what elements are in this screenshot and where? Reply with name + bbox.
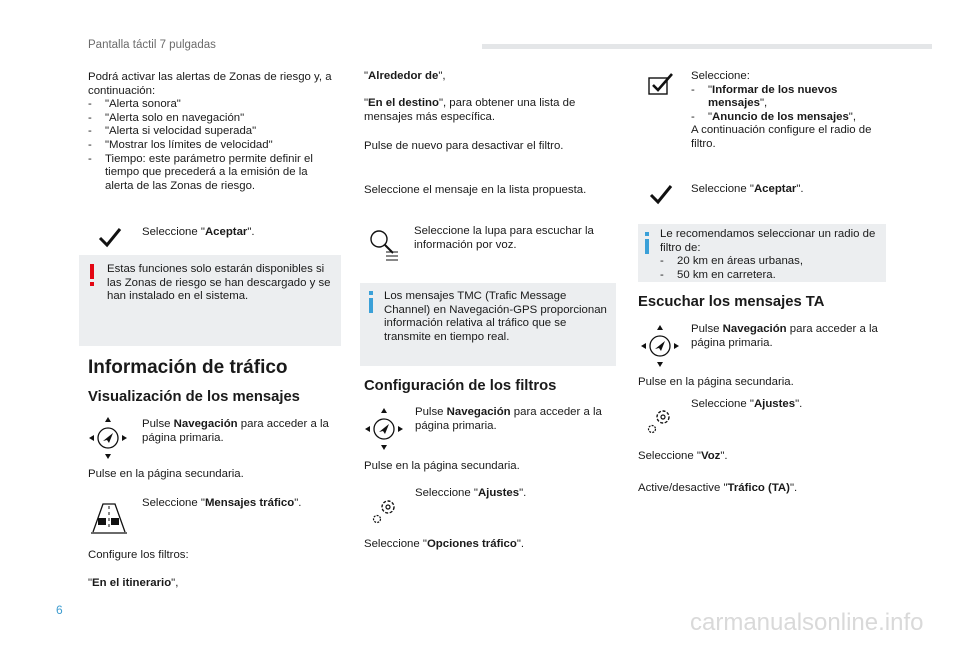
list-item: - 20 km en áreas urbanas, [660, 255, 804, 268]
step-traffic-options: Seleccione "Opciones tráfico". [364, 538, 525, 550]
step-navigation: Pulse Navegación para acceder a la página primaria. [142, 418, 329, 444]
page-header-title: Pantalla táctil 7 pulgadas [88, 39, 216, 51]
info-icon [368, 291, 374, 313]
warning-box [79, 255, 341, 346]
list-item: - Tiempo: este parámetro permite definir el tiempo que precederá a la emisión de la alerta de las Zonas de riesgo. [88, 152, 313, 192]
check-icon [92, 219, 128, 255]
warning-text: Estas funciones solo estarán disponibles si las Zonas de riesgo se han descargado y se han instalado en el sistema. [107, 263, 331, 303]
list-item: - "Alerta si velocidad superada" [88, 125, 257, 138]
select-options [691, 70, 881, 152]
subsection-title-ta: Escuchar los mensajes TA [638, 294, 825, 310]
step-magnifier: Seleccione la lupa para escuchar la información por voz. [414, 225, 594, 251]
info-content [660, 228, 880, 282]
checklist-icon [647, 72, 675, 96]
subsection-title-filters: Configuración de los filtros [364, 378, 557, 394]
settings-gear-icon [645, 405, 675, 435]
filter-route: "En el itinerario", [88, 577, 179, 589]
info-text: Le recomendamos seleccionar un radio de filtro de: [660, 228, 876, 254]
deactivate-filter-text: Pulse de nuevo para desactivar el filtro. [364, 140, 564, 152]
header-bar [482, 44, 932, 49]
select-label: Seleccione: [691, 70, 750, 82]
info-box-radius [638, 224, 886, 282]
section-title-traffic: Información de tráfico [88, 357, 288, 378]
list-item: - "Mostrar los límites de velocidad" [88, 138, 273, 151]
step-settings: Seleccione "Ajustes". [691, 398, 803, 410]
voice-search-icon [366, 226, 400, 262]
warning-icon [88, 264, 96, 286]
step-traffic-ta: Active/desactive "Tráfico (TA)". [638, 482, 798, 494]
info-icon [644, 232, 650, 254]
list-item: - "Alerta solo en navegación" [88, 111, 245, 124]
list-item: - 50 km en carretera. [660, 268, 776, 281]
page-number: 6 [56, 603, 63, 617]
select-message-text: Seleccione el mensaje en la lista propuesta. [364, 184, 587, 196]
navigation-icon [640, 323, 680, 369]
zone-alerts-intro [88, 71, 338, 193]
step-accept: Seleccione "Aceptar". [142, 226, 255, 238]
secondary-page-text: Pulse en la página secundaria. [638, 376, 794, 388]
step-traffic-messages: Seleccione "Mensajes tráfico". [142, 497, 302, 509]
navigation-icon [364, 406, 404, 452]
step-voice: Seleccione "Voz". [638, 450, 728, 462]
step-accept: Seleccione "Aceptar". [691, 183, 804, 195]
list-item: - "Anuncio de los mensajes", [691, 110, 856, 123]
filter-around: "Alrededor de", [364, 70, 446, 82]
list-item: - "Alerta sonora" [88, 98, 181, 111]
intro-text: Podrá activar las alertas de Zonas de riesgo y, a continuación: [88, 71, 332, 97]
configure-filters-text: Configure los filtros: [88, 549, 189, 561]
step-navigation: Pulse Navegación para acceder a la página primaria. [415, 406, 602, 432]
secondary-page-text: Pulse en la página secundaria. [364, 460, 520, 472]
secondary-page-text: Pulse en la página secundaria. [88, 468, 244, 480]
navigation-icon [88, 415, 128, 461]
step-settings: Seleccione "Ajustes". [415, 487, 527, 499]
subsection-title-display: Visualización de los mensajes [88, 389, 300, 405]
list-item: - "Informar de los nuevos mensajes", [691, 83, 838, 110]
info-box-tmc [360, 283, 616, 366]
watermark: carmanualsonline.info [690, 609, 924, 636]
check-icon [643, 176, 679, 212]
traffic-message-icon [89, 500, 129, 536]
configure-radius-text: A continuación configure el radio de filtro. [691, 124, 872, 150]
settings-gear-icon [370, 495, 400, 525]
filter-destination: "En el destino", para obtener una lista de mensajes más específica. [364, 97, 576, 123]
step-navigation: Pulse Navegación para acceder a la página primaria. [691, 323, 878, 349]
info-text: Los mensajes TMC (Trafic Message Channel) en Navegación-GPS proporcionan información relativa al tráfico que se transmite en tiempo real. [384, 290, 607, 343]
